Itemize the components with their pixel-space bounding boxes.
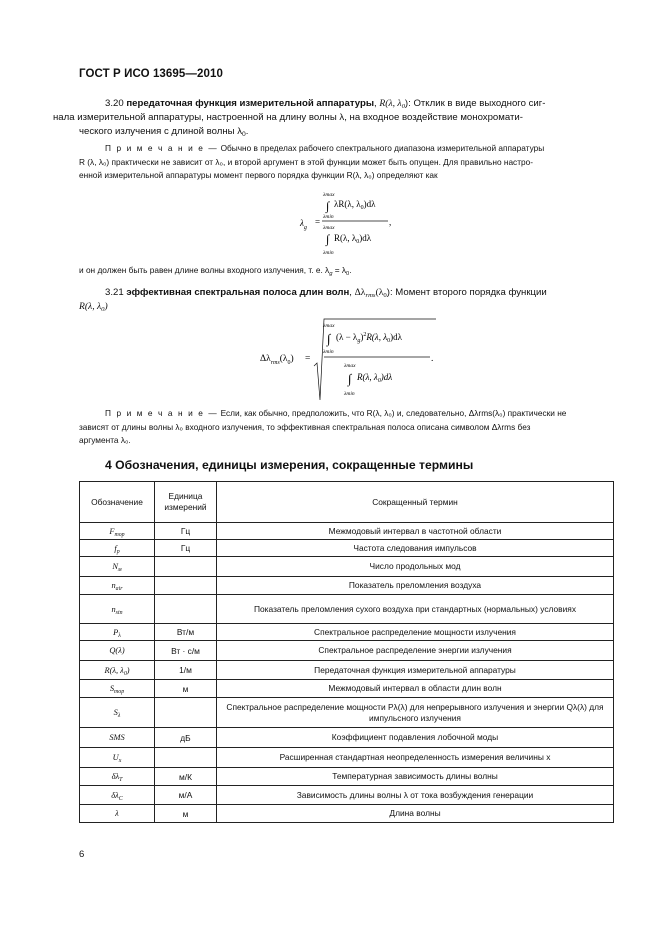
table-header-row <box>80 482 614 523</box>
f1-num-integral: ∫ <box>326 199 330 213</box>
cell-symbol: $S_\lambda$ <box>80 698 155 728</box>
f2-num-upper: λmax <box>323 323 335 329</box>
f2-dot: . <box>431 354 434 364</box>
col-header-unit: Единица измерений <box>155 482 217 523</box>
term: эффективная спектральная полоса длин волн <box>126 287 350 298</box>
cell-term: Спектральное распределение мощности Pλ(λ) для непрерывного излучения и энергии Qλ(λ) для импульсного излучения <box>217 698 614 728</box>
table-row <box>80 595 614 624</box>
table-row <box>80 786 614 805</box>
f2-den-upper: λmax <box>344 363 356 369</box>
table-row <box>80 805 614 823</box>
cell-term: Температурная зависимость длины волны <box>217 768 614 786</box>
cell-term: Передаточная функция измерительной аппаратуры <box>217 661 614 680</box>
table-row <box>80 641 614 661</box>
cell-unit <box>155 698 217 728</box>
table-row <box>80 661 614 680</box>
cell-symbol: Q(λ) <box>80 641 155 661</box>
formula-first-moment <box>290 185 410 261</box>
table-row <box>80 557 614 577</box>
cell-term: Межмодовый интервал в частотной области <box>217 523 614 540</box>
f1-equals: = <box>315 217 321 227</box>
section-number: 3.21 <box>105 287 124 298</box>
cell-symbol: $S_{mop}$ <box>80 680 155 698</box>
cell-term: Межмодовый интервал в области длин волн <box>217 680 614 698</box>
cell-symbol: $n_{air}$ <box>80 577 155 595</box>
cell-unit <box>155 557 217 577</box>
table-row <box>80 728 614 748</box>
section-4-title: 4 Обозначения, единицы измерения, сокращенные термины <box>105 458 474 472</box>
table-body <box>80 523 614 823</box>
section-3-20-note-after: и он должен быть равен длине волны входного излучения, т. е. $\lambda_g = \lambda_0$. <box>79 265 352 277</box>
cell-symbol: $n_{stn}$ <box>80 595 155 624</box>
table-row <box>80 540 614 557</box>
cell-symbol: $\delta\lambda_C$ <box>80 786 155 805</box>
f2-den-integral: ∫ <box>348 371 352 386</box>
symbols-table <box>79 481 614 823</box>
term-symbol: R(λ, $\lambda_0$ <box>379 98 405 110</box>
f1-num-integrand: λR(λ, $\lambda_0)d\lambda$ <box>334 199 376 211</box>
f1-den-integrand: R(λ, $\lambda_0)d\lambda$ <box>334 233 372 245</box>
cell-unit: Гц <box>155 523 217 540</box>
f1-den-lower: λmin <box>323 250 334 256</box>
cell-symbol: $f_p$ <box>80 540 155 557</box>
table-row <box>80 748 614 768</box>
f2-num-integrand: $(\lambda - \lambda_g)^2R(\lambda$, $\lambda_0)d\lambda$ <box>336 332 402 344</box>
cell-term: Спектральное распределение энергии излучения <box>217 641 614 661</box>
cell-unit: дБ <box>155 728 217 748</box>
cell-term: Длина волны <box>217 805 614 823</box>
f1-num-lower: λmin <box>323 214 334 220</box>
f2-lhs: $\Delta\lambda_{rms}(\lambda_0)$ <box>260 354 294 366</box>
table-row <box>80 577 614 595</box>
section-3-20-definition: 3.20 передаточная функция измерительной аппаратуры, R(λ, $\lambda_0$): Отклик в виде выходного сиг- нала измерительной аппаратуры, настроенной на длину волны λ, на входное воздействие монохромати- ческого излучения с длиной волны $\lambda_0$. <box>53 98 546 138</box>
document-header: ГОСТ Р ИСО 13695—2010 <box>79 68 224 80</box>
section-3-20-note: П р и м е ч а н и е — Обычно в пределах рабочего спектрального диапазона измерительной аппаратуры R (λ, λ₀) практически не зависит от λ₀, и второй аргумент в этой функции может быть опущен. Для правильно настро- енной измерительной аппаратуры момент первого порядка функции R(λ, λ₀) определяют как <box>79 143 545 181</box>
section-3-21-note: П р и м е ч а н и е — Если, как обычно, предположить, что R(λ, λ₀) и, следовательно, Δλrms(λ₀) практически не зависят от длины волны λ₀ входного излучения, то эффективная спектральная полоса описана символом Δλrms без аргумента λ₀. <box>79 408 567 446</box>
cell-unit: м/К <box>155 768 217 786</box>
cell-term: Расширенная стандартная неопределенность измерения величины x <box>217 748 614 768</box>
cell-symbol: SMS <box>80 728 155 748</box>
cell-symbol: $P_\lambda$ <box>80 624 155 641</box>
f1-lhs: $\lambda_g$ <box>300 218 307 231</box>
f1-den-upper: λmax <box>323 225 335 231</box>
cell-symbol: $\delta\lambda_T$ <box>80 768 155 786</box>
page-number: 6 <box>79 849 85 860</box>
cell-unit: м/А <box>155 786 217 805</box>
table-row <box>80 523 614 540</box>
term-symbol: $\Delta\lambda_{rms}(\lambda_0$ <box>354 287 387 299</box>
table-row <box>80 768 614 786</box>
cell-term: Показатель преломления сухого воздуха при стандартных (нормальных) условиях <box>217 595 614 624</box>
cell-symbol: $F_{mop}$ <box>80 523 155 540</box>
section-3-21-definition: 3.21 эффективная спектральная полоса длин волн, $\Delta\lambda_{rms}(\lambda_0)$: Момент второго порядка функции R(λ, $\lambda_0$) <box>79 287 547 313</box>
term: передаточная функция измерительной аппаратуры <box>126 98 375 109</box>
cell-symbol: $N_м$ <box>80 557 155 577</box>
cell-term: Число продольных мод <box>217 557 614 577</box>
cell-unit: 1/м <box>155 661 217 680</box>
col-header-term: Сокращенный термин <box>217 482 614 523</box>
f1-comma: , <box>389 217 392 227</box>
cell-term: Спектральное распределение мощности излучения <box>217 624 614 641</box>
f1-den-integral: ∫ <box>326 232 330 246</box>
f1-num-upper: λmax <box>323 192 335 198</box>
cell-term: Показатель преломления воздуха <box>217 577 614 595</box>
cell-unit: Вт · с/м <box>155 641 217 661</box>
cell-unit: Гц <box>155 540 217 557</box>
table-row <box>80 698 614 728</box>
cell-term: Коэффициент подавления лобочной моды <box>217 728 614 748</box>
cell-symbol: R(λ, $\lambda_0$) <box>80 661 155 680</box>
section-number: 3.20 <box>105 98 124 109</box>
cell-term: Частота следования импульсов <box>217 540 614 557</box>
f2-equals: = <box>305 354 311 364</box>
f2-den-integrand: R(λ, $\lambda_0)d\lambda$ <box>357 372 393 384</box>
cell-unit: Вт/м <box>155 624 217 641</box>
formula-rms-width <box>258 316 443 402</box>
cell-unit: м <box>155 680 217 698</box>
cell-unit: м <box>155 805 217 823</box>
cell-unit <box>155 577 217 595</box>
cell-symbol: λ <box>80 805 155 823</box>
cell-unit <box>155 748 217 768</box>
f2-num-lower: λmin <box>323 349 334 355</box>
f2-num-integral: ∫ <box>327 331 331 346</box>
cell-unit <box>155 595 217 624</box>
cell-symbol: $U_x$ <box>80 748 155 768</box>
table-row <box>80 680 614 698</box>
table-row <box>80 624 614 641</box>
col-header-symbol: Обозначение <box>80 482 155 523</box>
f2-den-lower: λmin <box>344 391 355 397</box>
cell-term: Зависимость длины волны λ от тока возбуждения генерации <box>217 786 614 805</box>
